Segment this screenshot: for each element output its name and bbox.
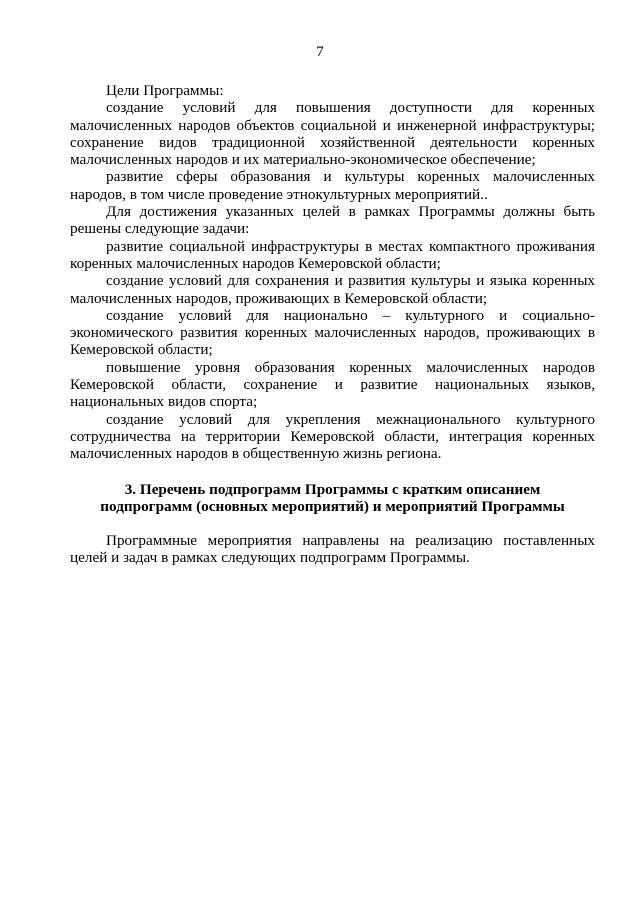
task-item: развитие социальной инфраструктуры в местах компактного проживания коренных малочисленных народов Кемеровской области;	[70, 237, 595, 272]
goals-heading: Цели Программы:	[106, 82, 224, 99]
section-3-text: Программные мероприятия направлены на реализацию поставленных целей и задач в рамках следующих подпрограмм Программы.	[70, 532, 595, 567]
section-3-title-line-2: подпрограмм (основных мероприятий) и мероприятий Программы	[100, 498, 565, 516]
section-3-heading	[70, 481, 595, 516]
section-3-body	[70, 532, 595, 567]
goal-item: создание условий для повышения доступности для коренных малочисленных народов объектов социальной и инженерной инфраструктуры; сохранение видов традиционной хозяйственной деятельности коренных малочисленных народов и их материально-экономическое обеспечение;	[70, 99, 595, 169]
task-item: создание условий для национально – культурного и социально-экономического развития коренных малочисленных народов, проживающих в Кемеровской области;	[70, 306, 595, 359]
tasks-intro: Для достижения указанных целей в рамках Программы должны быть решены следующие задачи:	[70, 203, 595, 238]
task-item: повышение уровня образования коренных малочисленных народов Кемеровской области, сохранение и развитие национальных языков, национальных видов спорта;	[70, 358, 595, 411]
section-3-title-line-1: 3. Перечень подпрограмм Программы с кратким описанием	[124, 481, 541, 498]
task-item: создание условий для сохранения и развития культуры и языка коренных малочисленных народов, проживающих в Кемеровской области;	[70, 272, 595, 307]
goal-item: развитие сферы образования и культуры коренных малочисленных народов, в том числе проведение этнокультурных мероприятий..	[70, 168, 595, 203]
page-number: 7	[316, 44, 324, 60]
goals-and-tasks-section	[70, 82, 595, 463]
task-item: создание условий для укрепления межнационального культурного сотрудничества на территории Кемеровской области, интеграция коренных малочисленных народов в общественную жизнь региона.	[70, 410, 595, 463]
